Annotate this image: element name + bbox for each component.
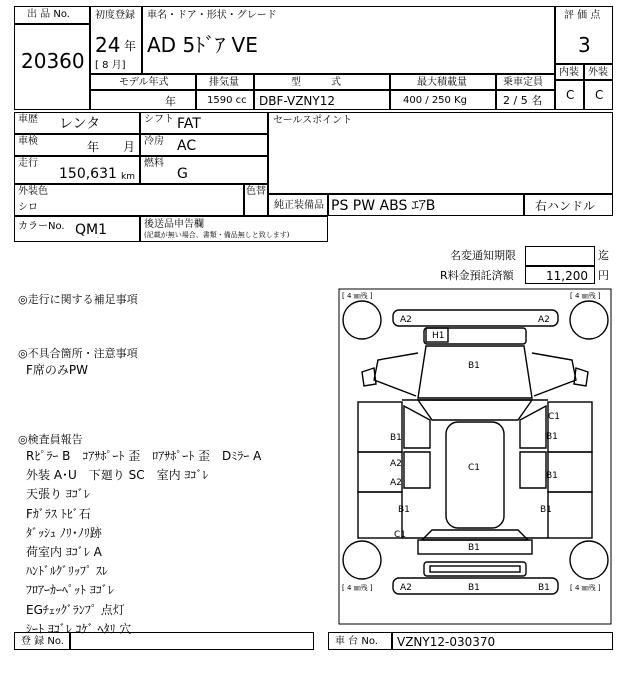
name-change-label: 名変通知期限 <box>450 249 516 262</box>
capacity-value: 2 / 5 名 <box>503 94 543 107</box>
defects-text: F席のみPW <box>26 363 89 377</box>
inspector-line: EGﾁｪｯｸﾞﾗﾝﾌﾟ 点灯 <box>26 602 125 617</box>
diagram-frame <box>339 289 611 624</box>
mark-front-bumper-left: A2 <box>400 315 412 325</box>
postal-note: (記載が無い場合、書類・備品無しと致します) <box>144 231 290 239</box>
history-label: 車歴 <box>18 114 38 125</box>
exterior-color-box <box>14 184 244 216</box>
capacity-label-box <box>496 74 555 90</box>
shift-value: FAT <box>177 116 201 132</box>
displacement-box <box>196 90 254 110</box>
fuel-box <box>140 156 268 184</box>
inspection-year-unit: 年 <box>87 140 100 154</box>
inspector-title: ◎検査員報告 <box>18 433 83 446</box>
handle-box <box>524 194 613 216</box>
first-reg-label: 初度登録 <box>95 10 135 21</box>
exterior-label: 外装 <box>588 67 608 78</box>
recycle-box <box>525 266 595 284</box>
rear-plate-area <box>424 562 526 576</box>
equipment-label: 純正装備品 <box>274 200 324 211</box>
model-year-unit: 年 <box>165 95 176 108</box>
capacity-box <box>496 90 555 110</box>
mark-rear-bumper-center: B1 <box>468 583 480 593</box>
tire-front-right: [ 4 ㎜残 ] <box>570 292 601 300</box>
score-value: 3 <box>578 33 591 57</box>
mileage-box <box>14 156 140 184</box>
lot-no-label: 出 品 No. <box>27 9 70 20</box>
equipment-label-box <box>268 194 328 216</box>
mark-back-door: B1 <box>468 543 480 553</box>
first-reg-year: 24 <box>95 33 121 57</box>
first-reg-month: [ 8 月] <box>95 60 126 71</box>
displacement-value: 1590 cc <box>207 95 247 106</box>
front-left-wheel <box>343 301 381 339</box>
displacement-label-box <box>196 74 254 90</box>
color-change-label: 色替 <box>246 186 266 197</box>
model-year-label-box <box>90 74 196 90</box>
hood <box>418 346 532 398</box>
handle-value: 右ハンドル <box>535 199 596 213</box>
right-rear-window <box>520 452 546 488</box>
recycle-label: R料金預託済額 <box>440 269 514 282</box>
mark-rear-bumper-right: B1 <box>538 583 550 593</box>
mark-right-front-door: B1 <box>546 432 558 442</box>
first-reg-year-unit: 年 <box>124 39 137 53</box>
sales-points-box <box>268 112 613 194</box>
type-label-box <box>254 74 390 90</box>
lot-no-label-box <box>14 6 90 24</box>
history-value: レンタ <box>59 116 101 132</box>
mark-front-bumper-right: A2 <box>538 315 550 325</box>
exterior-color-label: 外装色 <box>18 186 48 197</box>
lot-no: 20360 <box>21 49 85 73</box>
left-front-fender-top <box>374 353 418 396</box>
color-no-label: カラーNo. <box>18 221 65 232</box>
reg-no-label: 登 録 No. <box>21 636 64 647</box>
rear-right-wheel <box>570 541 608 579</box>
chassis-label: 車 台 No. <box>335 636 378 647</box>
left-rear-window <box>404 452 430 488</box>
mark-front-h1: H1 <box>432 331 445 341</box>
fuel-value: G <box>177 166 188 182</box>
car-name: AD 5ﾄﾞｱ VE <box>147 33 258 57</box>
interior-label: 内装 <box>559 67 579 78</box>
car-damage-diagram <box>338 288 613 626</box>
inspector-line: Rﾋﾟﾗｰ B ｺｱｻﾎﾟｰﾄ 歪 ﾛｱｻﾎﾟｰﾄ 歪 Dﾐﾗｰ A <box>26 449 262 463</box>
right-front-fender-top <box>532 353 576 396</box>
postal-label: 後送品申告欄 <box>144 219 204 230</box>
inspector-line: Fｶﾞﾗｽ ﾄﾋﾞ石 <box>26 506 91 521</box>
capacity-label: 乗車定員 <box>503 77 543 88</box>
type-label: 型 式 <box>291 77 341 88</box>
ac-value: AC <box>177 138 197 154</box>
car-name-label: 車名・ドア・形状・グレード <box>147 10 277 21</box>
tire-rear-left: [ 4 ㎜残 ] <box>342 584 373 592</box>
max-load-label: 最大積載量 <box>417 77 467 88</box>
inspector-line: 天張り ﾖｺﾞﾚ <box>26 487 90 502</box>
exterior-score-box <box>584 80 613 110</box>
front-right-wheel <box>570 301 608 339</box>
mileage-label: 走行 <box>18 158 38 169</box>
chassis-label-box <box>328 632 392 650</box>
color-change-box <box>244 184 268 216</box>
postal-box <box>140 216 328 242</box>
model-year-label: モデル年式 <box>119 77 169 88</box>
chassis-value: VZNY12-030370 <box>397 635 496 649</box>
max-load-value: 400 / 250 Kg <box>403 95 467 106</box>
defects-title: ◎不具合箇所・注意事項 <box>18 347 138 360</box>
inspector-line: ﾌﾛｱｰｶｰﾍﾟｯﾄ ﾖｺﾞﾚ <box>26 583 114 598</box>
inspector-line: 外装 A･U 下廻り SC 室内 ﾖｺﾞﾚ <box>26 468 209 483</box>
windshield <box>418 400 532 420</box>
inspector-line: 荷室内 ﾖｺﾞﾚ A <box>26 544 102 559</box>
shift-box <box>140 112 268 134</box>
recycle-unit: 円 <box>598 269 609 282</box>
mark-hood: B1 <box>468 361 480 371</box>
roof <box>446 422 504 528</box>
history-box <box>14 112 140 134</box>
name-change-box <box>525 246 595 266</box>
car-name-box <box>142 6 555 74</box>
score-box <box>555 6 613 64</box>
right-front-door <box>548 402 592 452</box>
mileage-value: 150,631 <box>59 166 117 182</box>
inspector-lines <box>26 447 261 639</box>
left-front-door <box>358 402 402 452</box>
chassis-box <box>392 632 613 650</box>
model-year-box <box>90 90 196 110</box>
first-reg-box <box>90 6 142 74</box>
color-no-box <box>14 216 140 242</box>
max-load-box <box>390 90 496 110</box>
exterior-score: C <box>595 88 604 102</box>
right-quarter <box>548 492 592 538</box>
inspector-line: ﾊﾝﾄﾞﾙｸﾞﾘｯﾌﾟ ｽﾚ <box>26 564 108 579</box>
mileage-unit: km <box>121 172 135 182</box>
ac-label: 冷房 <box>144 136 164 147</box>
name-change-unit: 迄 <box>598 249 609 262</box>
tire-front-left: [ 4 ㎜残 ] <box>342 292 373 300</box>
mark-right-rear-door: B1 <box>546 471 558 481</box>
equipment-box <box>328 194 524 216</box>
score-label: 評 価 点 <box>564 10 601 21</box>
sales-points-label: セールスポイント <box>273 115 353 126</box>
lot-no-box <box>14 24 90 110</box>
exterior-label-box <box>584 64 613 80</box>
color-no-value: QM1 <box>75 222 108 238</box>
inspector-line: ｼｰﾄ ﾖｺﾞﾚ ｺｹﾞ ﾍﾀﾘ 穴 <box>26 621 132 636</box>
driving-notes-title: ◎走行に関する補足事項 <box>18 293 138 306</box>
shift-label: シフト <box>144 114 174 125</box>
type-value: DBF-VZNY12 <box>259 94 336 108</box>
max-load-label-box <box>390 74 496 90</box>
reg-no-box <box>70 632 314 650</box>
inspector-line: ﾀﾞｯｼｭ ﾉﾘ･ﾉﾘ跡 <box>26 525 102 540</box>
mark-left-rear-door-b: A2 <box>390 478 402 488</box>
recycle-value: 11,200 <box>546 269 588 283</box>
rear-plate <box>430 566 520 572</box>
mark-roof: C1 <box>468 463 481 473</box>
interior-score: C <box>566 88 575 102</box>
tire-rear-right: [ 4 ㎜残 ] <box>570 584 601 592</box>
mark-right-quarter: B1 <box>540 505 552 515</box>
type-box <box>254 90 390 110</box>
mark-left-quarter: B1 <box>398 505 410 515</box>
ac-box <box>140 134 268 156</box>
inspection-label: 車検 <box>18 136 38 147</box>
interior-score-box <box>555 80 584 110</box>
inspection-month-unit: 月 <box>123 140 136 154</box>
inspection-box <box>14 134 140 156</box>
mark-left-rear-wheel: C1 <box>394 530 407 540</box>
mark-rear-bumper-left: A2 <box>400 583 412 593</box>
rear-left-wheel <box>343 541 381 579</box>
exterior-color-value: シロ <box>18 202 38 213</box>
mark-left-front-door: B1 <box>390 433 402 443</box>
fuel-label: 燃料 <box>144 158 164 169</box>
front-bumper <box>393 310 558 326</box>
interior-label-box <box>555 64 584 80</box>
equipment-value: PS PW ABS ｴｱB <box>331 198 436 214</box>
mark-right-front-fender: C1 <box>548 412 561 422</box>
mark-left-rear-door-a: A2 <box>390 459 402 469</box>
reg-no-label-box <box>14 632 70 650</box>
displacement-label: 排気量 <box>209 77 239 88</box>
